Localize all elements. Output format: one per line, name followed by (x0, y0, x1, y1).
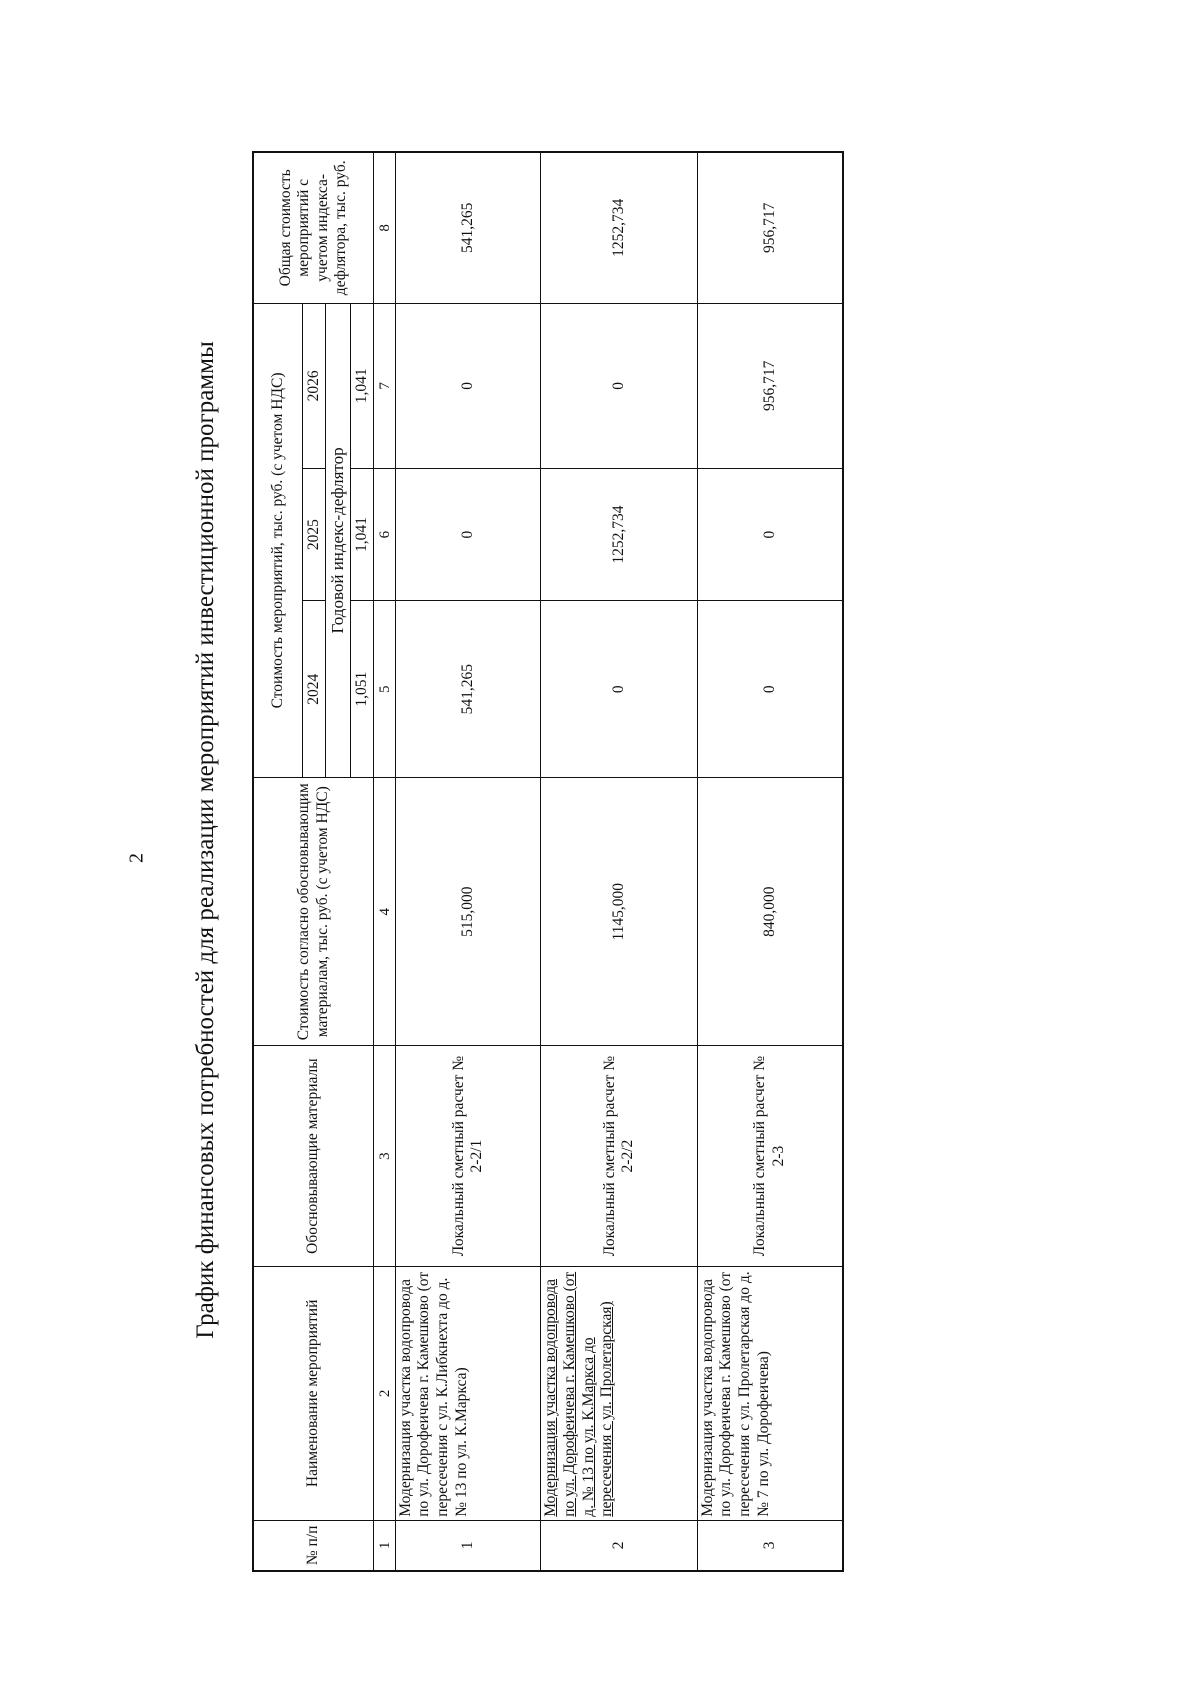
header-cost-materials: Стоимость согласно обосновывающим материалам, тыс. руб. (с учетом НДС) (253, 778, 374, 1046)
row-materials: Локальный сметный расчет № 2-2/1 (395, 1046, 541, 1267)
table-row (541, 152, 697, 1571)
column-number-3: 3 (374, 1046, 395, 1267)
deflator-2026: 1,041 (351, 303, 374, 468)
header-no: № п/п (253, 1520, 374, 1571)
row-total: 541,265 (395, 152, 541, 303)
header-total: Общая стоимость мероприятий с учетом индекса-дефлятора, тыс. руб. (253, 152, 374, 303)
row-materials: Локальный сметный расчет № 2-3 (697, 1046, 843, 1267)
row-materials: Локальный сметный расчет № 2-2/2 (541, 1046, 697, 1267)
row-2026: 956,717 (697, 303, 843, 468)
header-materials: Обосновывающие материалы (253, 1046, 374, 1267)
row-cost: 515,000 (395, 778, 541, 1046)
row-no: 3 (697, 1520, 843, 1571)
header-name: Наименование мероприятий (253, 1266, 374, 1520)
row-2024: 541,265 (395, 601, 541, 778)
row-no: 2 (541, 1520, 697, 1571)
row-2026: 0 (541, 303, 697, 468)
column-number-7: 7 (374, 303, 395, 468)
column-number-1: 1 (374, 1520, 395, 1571)
row-cost: 1145,000 (541, 778, 697, 1046)
column-number-2: 2 (374, 1266, 395, 1520)
column-number-6: 6 (374, 468, 395, 600)
document-title: График финансовых потребностей для реализации мероприятий инвестиционной программы (192, 341, 219, 1339)
header-cost-events: Стоимость мероприятий, тыс. руб. (с учетом НДС) (253, 303, 302, 778)
row-name: Модернизация участка водопровода по ул. Дорофеичева г. Камешково (от д. № 13 по ул. К.Маркса до пересечения с ул. Пролетарская) (541, 1266, 697, 1520)
row-2025: 0 (697, 468, 843, 600)
deflator-2024: 1,051 (351, 601, 374, 778)
row-total: 1252,734 (541, 152, 697, 303)
row-2024: 0 (541, 601, 697, 778)
column-number-4: 4 (374, 778, 395, 1046)
header-year-2026: 2026 (302, 303, 326, 468)
column-number-8: 8 (374, 152, 395, 303)
page-number: 2 (125, 853, 148, 863)
deflator-2025: 1,041 (351, 468, 374, 600)
row-2026: 0 (395, 303, 541, 468)
row-cost: 840,000 (697, 778, 843, 1046)
row-no: 1 (395, 1520, 541, 1571)
row-total: 956,717 (697, 152, 843, 303)
row-2025: 0 (395, 468, 541, 600)
row-name: Модернизация участка водопровода по ул. Дорофеичева г. Камешково (от пересечения с ул. К.Либкнехта до д. № 13 по ул. К.Маркса) (395, 1266, 541, 1520)
financial-schedule-table (252, 151, 844, 1572)
table-row (697, 152, 843, 1571)
header-deflator-label: Годовой индекс-дефлятор (326, 303, 351, 778)
table-row (395, 152, 541, 1571)
row-2025: 1252,734 (541, 468, 697, 600)
column-number-5: 5 (374, 601, 395, 778)
row-2024: 0 (697, 601, 843, 778)
row-name: Модернизация участка водопровода по ул. Дорофеичева г. Камешково (от пересечения с ул. Пролетарская до д. № 7 по ул. Дорофеичева) (697, 1266, 843, 1520)
financial-schedule-table-wrapper (252, 151, 844, 1572)
header-year-2024: 2024 (302, 601, 326, 778)
header-year-2025: 2025 (302, 468, 326, 600)
